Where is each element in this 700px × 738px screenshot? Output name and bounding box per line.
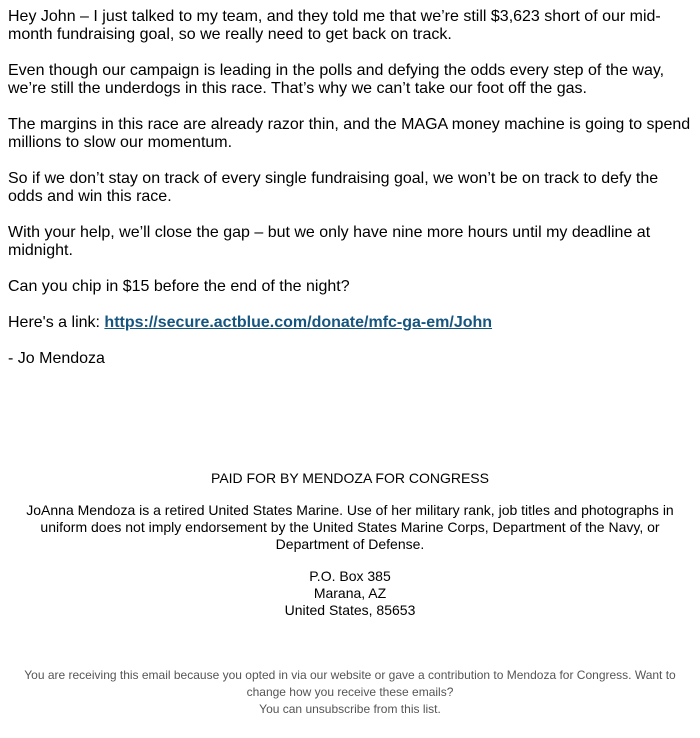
- paragraph-track: So if we don’t stay on track of every single fundraising goal, we won’t be on track to defy the odds and win this race.: [8, 170, 659, 205]
- receiving-notice: You are receiving this email because you opted in via our website or gave a contribution to Mendoza for Congress. Want to change how you receive these emails?: [24, 668, 676, 699]
- address-line-3: United States, 85653: [284, 602, 416, 618]
- paragraph-underdogs: Even though our campaign is leading in the polls and defying the odds every step of the way, we’re still the underdogs in this race. That’s why we can’t take our foot off the gas.: [8, 62, 665, 97]
- mailing-address: [0, 568, 700, 619]
- paragraph-margins: The margins in this race are already razor thin, and the MAGA money machine is going to spend millions to slow our momentum.: [8, 116, 691, 151]
- address-line-1: P.O. Box 385: [309, 568, 391, 584]
- paragraph-deadline: With your help, we’ll close the gap – but we only have nine more hours until my deadline at midnight.: [8, 224, 651, 259]
- paid-for-notice: PAID FOR BY MENDOZA FOR CONGRESS: [211, 470, 489, 486]
- paragraph-link: [8, 314, 692, 332]
- paragraph-greeting: Hey John – I just talked to my team, and they told me that we’re still $3,623 short of our mid-month fundraising goal, so we really need to get back on track.: [8, 8, 661, 43]
- legal-notice: [0, 667, 700, 718]
- address-line-2: Marana, AZ: [313, 585, 387, 601]
- unsubscribe-notice: You can unsubscribe from this list.: [259, 702, 441, 716]
- paragraph-ask: Can you chip in $15 before the end of the night?: [8, 278, 350, 295]
- email-footer: [0, 470, 700, 619]
- signature: - Jo Mendoza: [8, 350, 105, 367]
- military-disclaimer: JoAnna Mendoza is a retired United States Marine. Use of her military rank, job titles and photographs in uniform does not imply endorsement by the United States Marine Corps, Department of the Navy, or Department of Defense.: [26, 502, 674, 552]
- link-prefix: Here's a link:: [8, 314, 105, 331]
- email-body: [8, 8, 692, 368]
- donate-link[interactable]: https://secure.actblue.com/donate/mfc-ga-em/John: [104, 314, 493, 331]
